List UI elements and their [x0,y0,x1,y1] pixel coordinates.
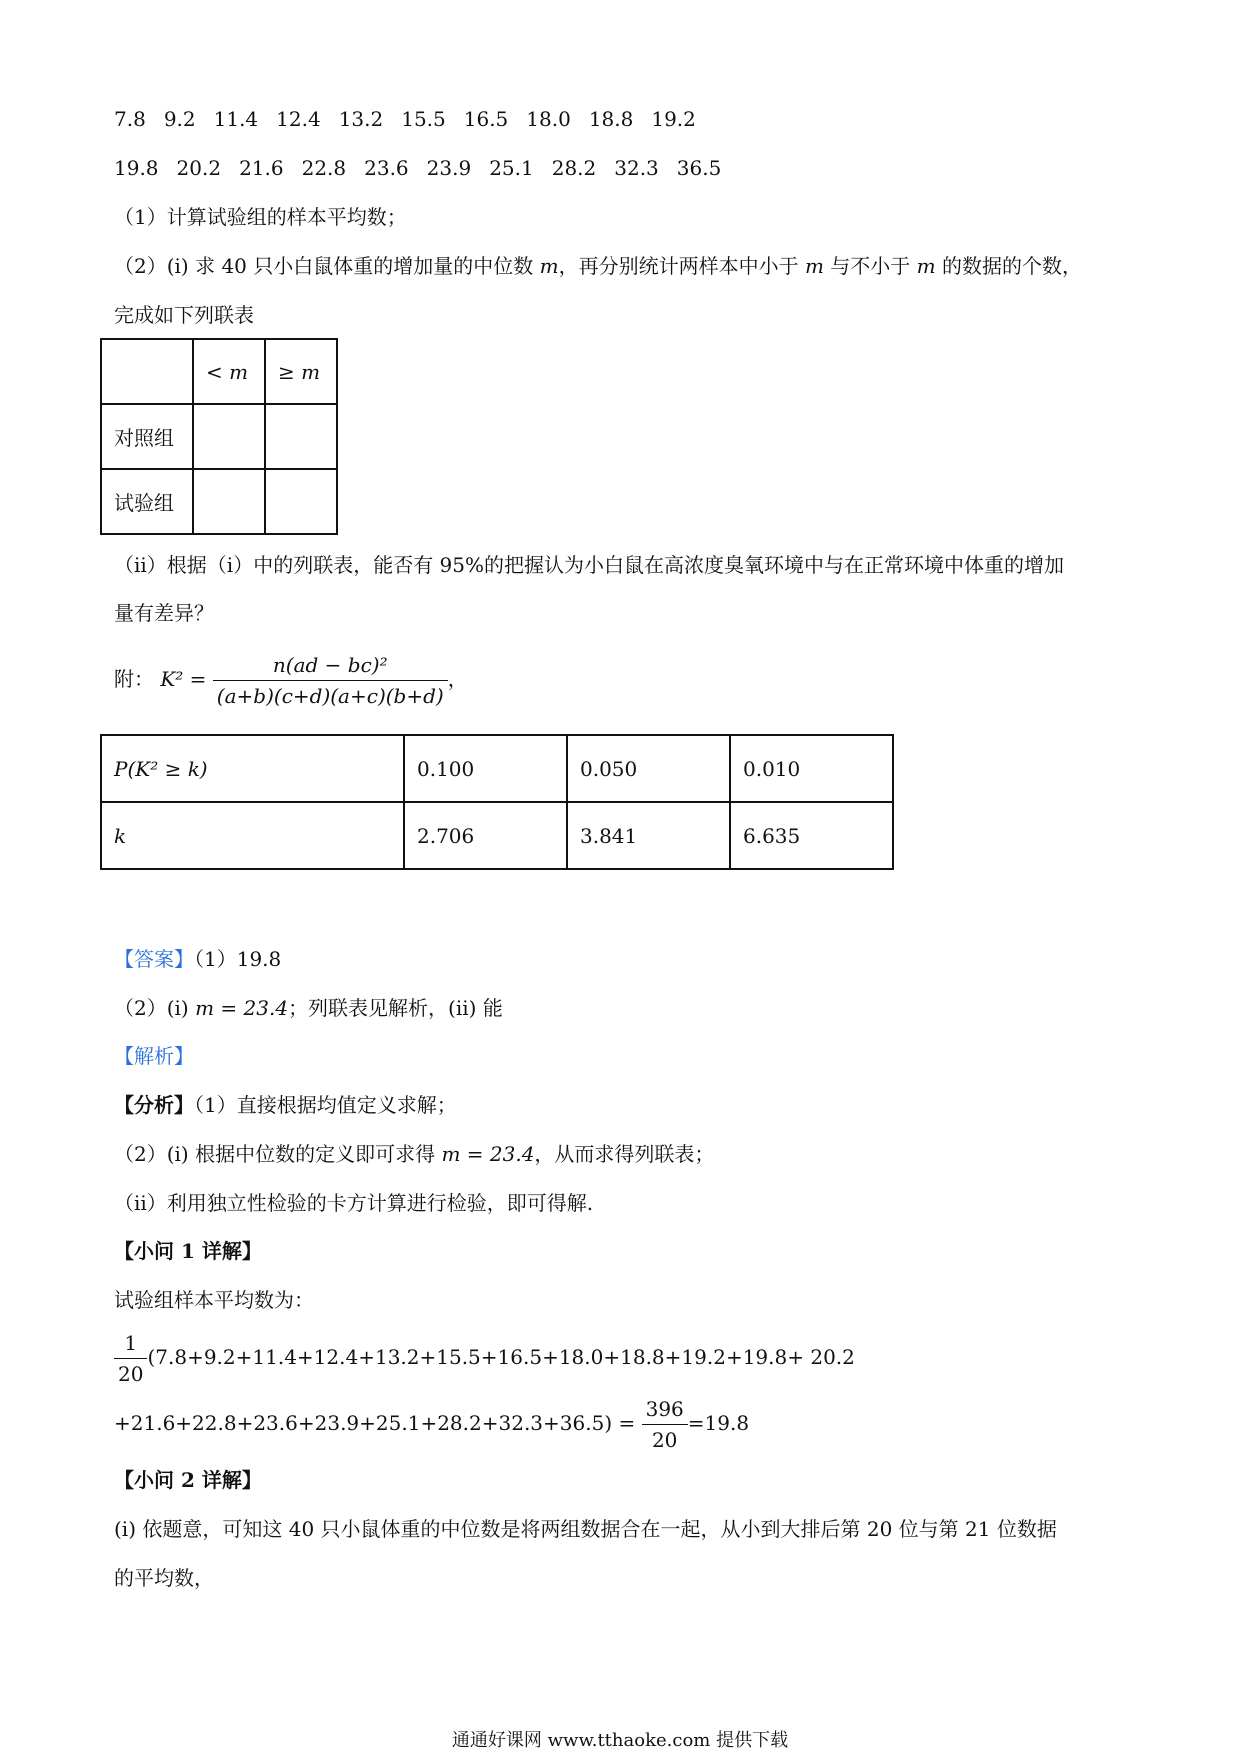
calc-line-2 [114,1394,749,1455]
fenxi-text: （1）直接根据均值定义求解； [194,1093,457,1117]
formula-fraction [213,650,448,711]
question-2i-line2: 完成如下列联表 [114,303,254,327]
table-cell: k [101,802,404,869]
table-cell: < m [193,339,265,404]
data-row-2 [114,155,739,181]
data-value: 23.6 [364,156,409,180]
data-value: 18.0 [526,107,571,131]
formula-prefix: 附： [114,667,154,691]
table-cell: 6.635 [730,802,893,869]
table-cell: 3.841 [567,802,730,869]
data-row-1 [114,106,714,132]
table-cell [101,339,193,404]
table-cell: 0.010 [730,735,893,802]
data-value: 21.6 [239,156,284,180]
q2i-text: ，再分别统计两样本中小于 [558,254,799,278]
table-cell [193,404,265,469]
analysis-label: 【解析】 [114,1044,194,1068]
answer-equation: m = 23.4 [195,996,289,1020]
calc-fraction-num: 1 [124,1331,138,1355]
answer-text: ；列联表见解析，(ii) 能 [288,996,503,1020]
data-value: 28.2 [551,156,597,180]
formula [114,650,468,711]
sub1-label: 【小问 1 详解】 [114,1239,262,1263]
sub2-label: 【小问 2 详解】 [114,1468,262,1492]
data-value: 9.2 [163,107,196,131]
question-2ii-line2: 量有差异？ [114,601,214,625]
sub1-text: 试验组样本平均数为： [114,1288,314,1312]
calc-result-fraction [642,1394,688,1455]
data-value: 18.8 [588,107,634,131]
table-row [101,339,337,404]
calc-line-1 [114,1328,855,1389]
critical-value-table [100,734,894,870]
fenxi-text: （2）(i) 根据中位数的定义即可求得 [114,1142,436,1166]
data-value: 16.5 [463,107,509,131]
sub2-line-2: 的平均数， [114,1566,214,1590]
table-cell: 0.050 [567,735,730,802]
question-2ii: （ii）根据（i）中的列联表，能否有 95%的把握认为小白鼠在高浓度臭氧环境中与在正常环境中体重的增加 [114,553,1064,577]
table-row [101,469,337,534]
contingency-table [100,338,338,535]
calc-fraction [114,1328,147,1389]
table-cell [265,404,337,469]
data-value: 11.4 [213,107,259,131]
table-cell: 试验组 [101,469,193,534]
calc-result-num: 396 [645,1397,684,1421]
data-value: 7.8 [114,107,146,131]
answer-line-1 [114,946,281,972]
sub2-line-1: (i) 依题意，可知这 40 只小鼠体重的中位数是将两组数据合在一起，从小到大排后第 20 位与第 21 位数据 [114,1517,1057,1541]
formula-lhs: K² = [160,667,207,691]
table-row [101,735,893,802]
fenxi-label: 【分析】 [114,1093,194,1117]
answer-label: 【答案】 [114,947,194,971]
data-value: 25.1 [489,156,534,180]
data-value: 20.2 [176,156,222,180]
calc-expression: +21.6+22.8+23.6+23.9+25.1+28.2+32.3+36.5) = [114,1411,636,1435]
data-value: 36.5 [676,156,722,180]
calc-result: =19.8 [687,1411,750,1435]
data-value: 23.9 [426,156,472,180]
fenxi-line-1 [114,1092,457,1118]
table-cell: 0.100 [404,735,567,802]
data-value: 19.2 [651,107,696,131]
formula-denominator: (a+b)(c+d)(a+c)(b+d) [213,680,448,711]
table-row [101,404,337,469]
data-value: 12.4 [276,107,321,131]
calc-result-den: 20 [642,1424,688,1455]
data-value: 32.3 [614,156,659,180]
table-row [101,802,893,869]
q2i-text: 与不小于 [830,254,911,278]
data-value: 15.5 [401,107,446,131]
table-cell: P(K² ≥ k) [101,735,404,802]
calc-fraction-den: 20 [114,1358,147,1389]
formula-suffix: ， [447,667,468,691]
calc-expression: (7.8+9.2+11.4+12.4+13.2+15.5+16.5+18.0+18.8+19.2+19.8+ 20.2 [147,1345,855,1369]
answer-text: （2）(i) [114,996,189,1020]
fenxi-line-3: （ii）利用独立性检验的卡方计算进行检验，即可得解. [114,1191,594,1215]
table-cell [193,469,265,534]
table-cell: 对照组 [101,404,193,469]
fenxi-text: ，从而求得列联表； [534,1142,715,1166]
var-m: m [916,254,936,278]
var-m: m [804,254,824,278]
formula-numerator: n(ad − bc)² [272,653,388,677]
fenxi-line-2 [114,1141,714,1167]
answer-text: （1）19.8 [194,947,282,971]
fenxi-equation: m = 23.4 [441,1142,535,1166]
page-footer: 通通好课网 www.tthaoke.com 提供下载 [451,1730,789,1751]
q2i-text: （2）(i) 求 40 只小白鼠体重的增加量的中位数 [114,254,534,278]
var-m: m [539,254,559,278]
table-cell [265,469,337,534]
table-cell: ≥ m [265,339,337,404]
question-1: （1）计算试验组的样本平均数； [114,205,407,229]
table-cell: 2.706 [404,802,567,869]
data-value: 22.8 [301,156,347,180]
answer-line-2 [114,995,503,1021]
data-value: 19.8 [114,156,159,180]
q2i-text: 的数据的个数， [941,254,1082,278]
question-2i [114,253,1082,279]
data-value: 13.2 [338,107,384,131]
